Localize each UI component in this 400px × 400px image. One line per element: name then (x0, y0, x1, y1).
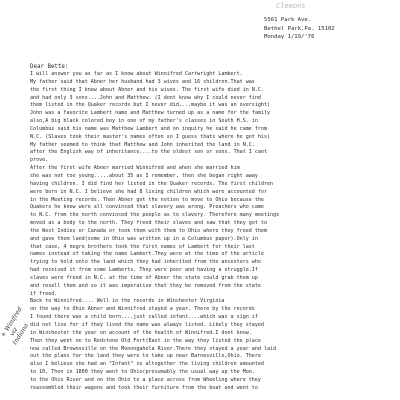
letter-line: also,A big black colored boy in one of my father's classes in South H.S. in (30, 118, 258, 125)
sender-address-block (264, 16, 335, 42)
archive-stamp: Clemons (276, 2, 306, 10)
address-street: 5561 Park Ave. (264, 17, 312, 23)
letter-line: slaves were freed in N.C. at the time of Abner the state could grab them up (30, 274, 258, 281)
letter-line: out the plans for the land they were to take up near Barnesville,Ohio. There (30, 353, 261, 360)
letter-line: N.C. (Slaves took their master's names often so I guess thats where he got his) (30, 133, 271, 140)
letter-line: After the first wife Abner married Winnifred and when she married him (30, 165, 240, 172)
letter-line: to 10, Then in 1800 they went to Ohio(presumably the usual way up the Mon. (30, 369, 255, 376)
letter-line: also I believe she had an "Infant" so altogether the living children amounted (30, 361, 264, 368)
letter-line: the West Indies or Canada or took them with them to Ohio where they freed them (30, 227, 268, 234)
letter-line: reassembled their wagons and took their furniture from the boat and went to (30, 384, 258, 391)
letter-line: Back to Winnifred.... Well in the records in Winchester Virginia (30, 298, 225, 305)
letter-line: names instead of taking the name Lambert.They were at the time of the article (30, 251, 264, 258)
letter-line: did not live for if they lived the name was always listed. Likely they stayed (30, 322, 264, 328)
letter-line: My father said that Abner her husband had 3 wives and 16 children.That was (30, 78, 255, 85)
letter-line: Columbus said his name was Matthew Lambert and on inquiry he said he came from (30, 125, 268, 132)
letter-line: prove. (30, 157, 49, 164)
letter-line: if freed. (30, 290, 58, 297)
letter-line: that case, 4 negro brothers took the first names of Lambert for their last (30, 243, 255, 250)
letter-line: were born in N.C. I believe she had 8 living children which were accounted for (30, 188, 268, 195)
address-city: Bethel Park,Pa. 15102 (264, 25, 335, 32)
letter-body (30, 71, 382, 393)
letter-line: having children. I did find her listed in the Quaker records. The first children (30, 180, 274, 187)
letter-line: I found there was a child born....just called infant....which was a sign if (30, 314, 258, 321)
letter-line: had received it from some Lamberts. They were poor and having a struggle.If (30, 267, 258, 274)
letter-line: now called Brownsville on the Monongahela River.There they stayed a year and laid (30, 345, 277, 352)
letter-line: in Winchester the year on account of the health of Winnifred.I dont know. (30, 329, 252, 336)
letter-line: trying to hold onto the land which they had inherited from the ancestors who (30, 259, 261, 266)
letter-line: My father seemed to think that Matthew and John inherited the land in N.C. (30, 141, 255, 148)
letter-line: to N.C. from the north convinced the people as to slavery. Therefore many meetings (30, 212, 280, 219)
letter-line: John was a favorite Lambert name and Matthew turned up as a name for the family (30, 110, 271, 117)
letter-line: the first thing I knew about Abner and his wives. The first wife died in N.C. (30, 86, 264, 93)
letter-line: I will answer you as far as I know about Winnifred Cartwright Lambert. (30, 71, 243, 77)
handwritten-margin-note: + Winifred viz Indiana (0, 305, 31, 347)
salutation: Dear Bette: (30, 64, 69, 70)
letter-line: to the Ohio River and on the Ohio to a place across from Wheeling where they (30, 376, 261, 383)
letter-line: moved as a body to the north. They freed their slaves and saw that they got to (30, 220, 268, 227)
letter-line: and resell them and so it was imperative that they be removed from the state (30, 282, 261, 289)
letter-line: Then they went on to Redstone Old Fort(East in the way they listed the place (30, 337, 261, 344)
letter-line: and had only 3 sons....John and Matthew. (I dont know why I could never find (30, 94, 261, 101)
letter-line: in the Meeting records. Then Abner got the notion to move to Ohio because the (30, 196, 264, 203)
letter-line: after the English way of inheritance....to the oldest son or sons. That I cant (30, 149, 268, 156)
letter-line: on the way to Ohio Abner and Winnifred stayed a year. There by the records (30, 306, 255, 313)
letter-line: and gave them land(some in Ohio was written up in a Columbus paper).Only in (30, 235, 258, 242)
letter-line: Quakers he knew were all convinced that slavery was wrong. Preachers who came (30, 204, 264, 211)
letter-line: them listed in the Quaker records but I never did,...maybe it was an oversight) (30, 102, 271, 109)
letter-date: Monday 1/19/'76 (264, 34, 315, 41)
letter-line: she was not too young.....about 35 as I remember, then she began right away (30, 172, 258, 179)
